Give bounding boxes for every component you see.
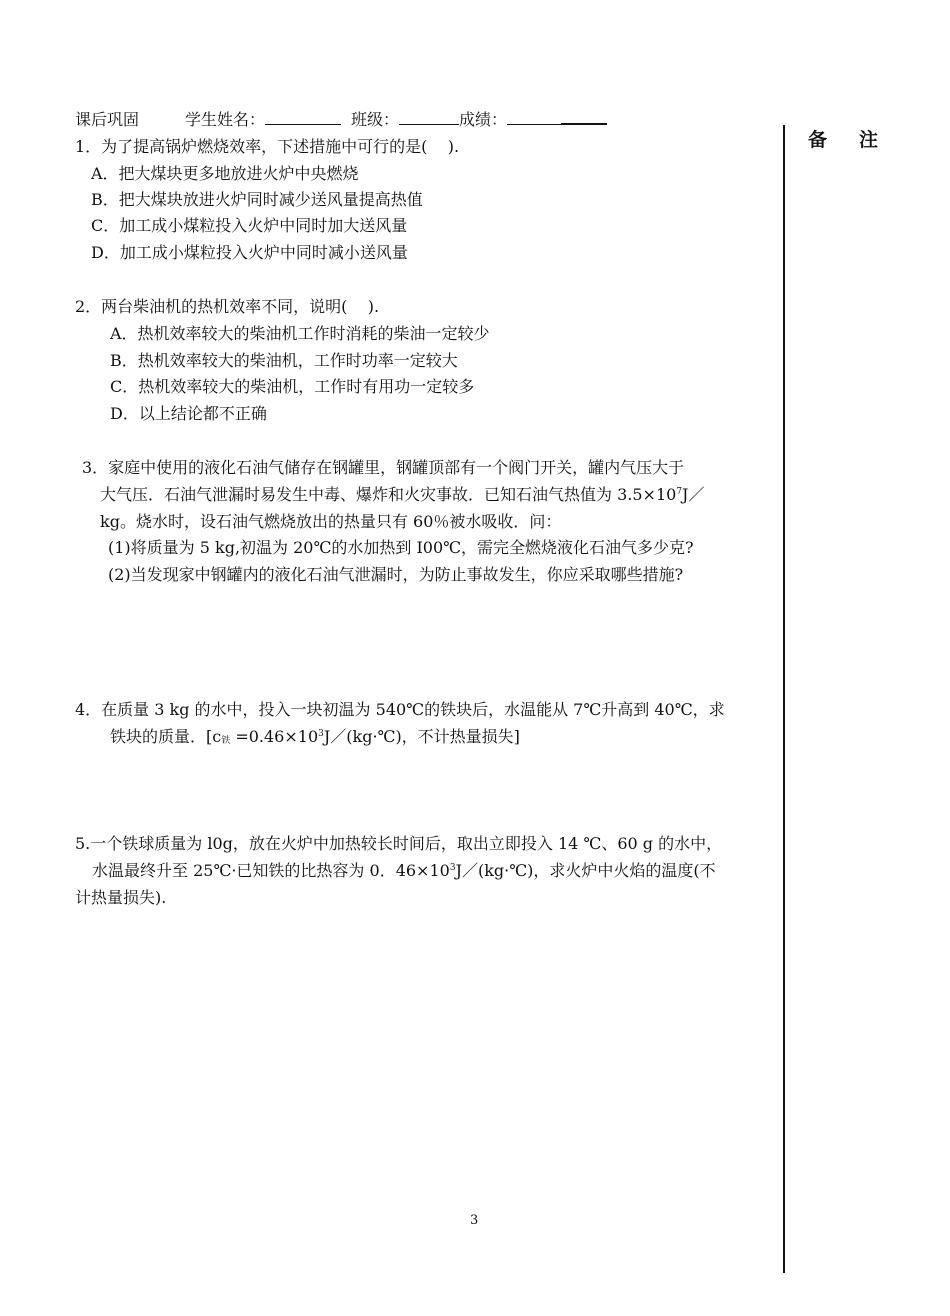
q5-stem-line-1: 5.一个铁球质量为 l0g，放在火炉中加热较长时间后，取出立即投入 14 ℃、60 g 的水中， (75, 834, 723, 853)
q4-stem-line-2: 铁块的质量．[$c_铁$ $=0.46\times 10^3J/(kg\cdot℃)$，不计热量损失] (110, 727, 520, 746)
score-label: 成绩： (459, 110, 508, 129)
student-name-label: 学生姓名： (185, 110, 266, 129)
q1-stem: 1．为了提高锅炉燃烧效率，下述措施中可行的是( ). (75, 137, 460, 156)
remarks-char-1: 备 (808, 129, 828, 151)
q3-sub-question-1: (1)将质量为 5 kg,初温为 20℃的水加热到 I00℃，需完全燃烧液化石油气多少克? (108, 538, 694, 557)
q2-option-b[interactable]: B．热机效率较大的柴油机，工作时功率一定较大 (110, 351, 458, 370)
q2-option-a[interactable]: A．热机效率较大的柴油机工作时消耗的柴油一定较少 (110, 324, 490, 343)
sidebar-divider (783, 125, 785, 1273)
q2-stem: 2．两台柴油机的热机效率不同，说明( ). (75, 297, 380, 316)
student-name-blank[interactable] (265, 110, 341, 125)
page-number: 3 (470, 1213, 479, 1228)
q3-sub-question-2: (2)当发现家中钢罐内的液化石油气泄漏时，为防止事故发生，你应采取哪些措施? (108, 565, 684, 584)
q1-option-a[interactable]: A．把大煤块更多地放进火炉中央燃烧 (91, 164, 359, 183)
class-blank[interactable] (399, 110, 459, 125)
q5-stem-line-3: 计热量损失). (75, 888, 167, 907)
remarks-heading (808, 125, 878, 152)
q4-stem-line-1: 4．在质量 3 kg 的水中，投入一块初温为 540℃的铁块后，水温能从 7℃升高到 40℃，求 (75, 700, 725, 719)
remarks-char-2: 注 (859, 129, 879, 151)
q1-option-c[interactable]: C．加工成小煤粒投入火炉中同时加大送风量 (91, 216, 408, 235)
q3-stem-line-3: kg。烧水时，设石油气燃烧放出的热量只有 60％被水吸收．问： (100, 512, 562, 531)
q2-option-c[interactable]: C．热机效率较大的柴油机，工作时有用功一定较多 (110, 377, 475, 396)
q3-stem-line-1: 3．家庭中使用的液化石油气储存在钢罐里，钢罐顶部有一个阀门开关，罐内气压大于 (82, 458, 685, 477)
q1-option-b[interactable]: B．把大煤块放进火炉同时减少送风量提高热值 (91, 190, 423, 209)
q2-option-d[interactable]: D．以上结论都不正确 (110, 404, 267, 423)
header-title: 课后巩固 (75, 110, 140, 129)
score-blank-bold (561, 109, 607, 125)
worksheet-header (75, 109, 607, 130)
q3-stem-line-2: 大气压．石油气泄漏时易发生中毒、爆炸和火灾事故．已知石油气热值为 $3.5\times 10^7J/$ (100, 485, 705, 504)
score-blank[interactable] (507, 110, 561, 125)
class-label: 班级： (351, 110, 400, 129)
q5-stem-line-2: 水温最终升至 25℃·已知铁的比热容为 0．$46\times 10^3J/(kg\cdot℃)$，求火炉中火焰的温度(不 (92, 861, 716, 880)
q1-option-d[interactable]: D．加工成小煤粒投入火炉中同时减小送风量 (91, 243, 408, 262)
